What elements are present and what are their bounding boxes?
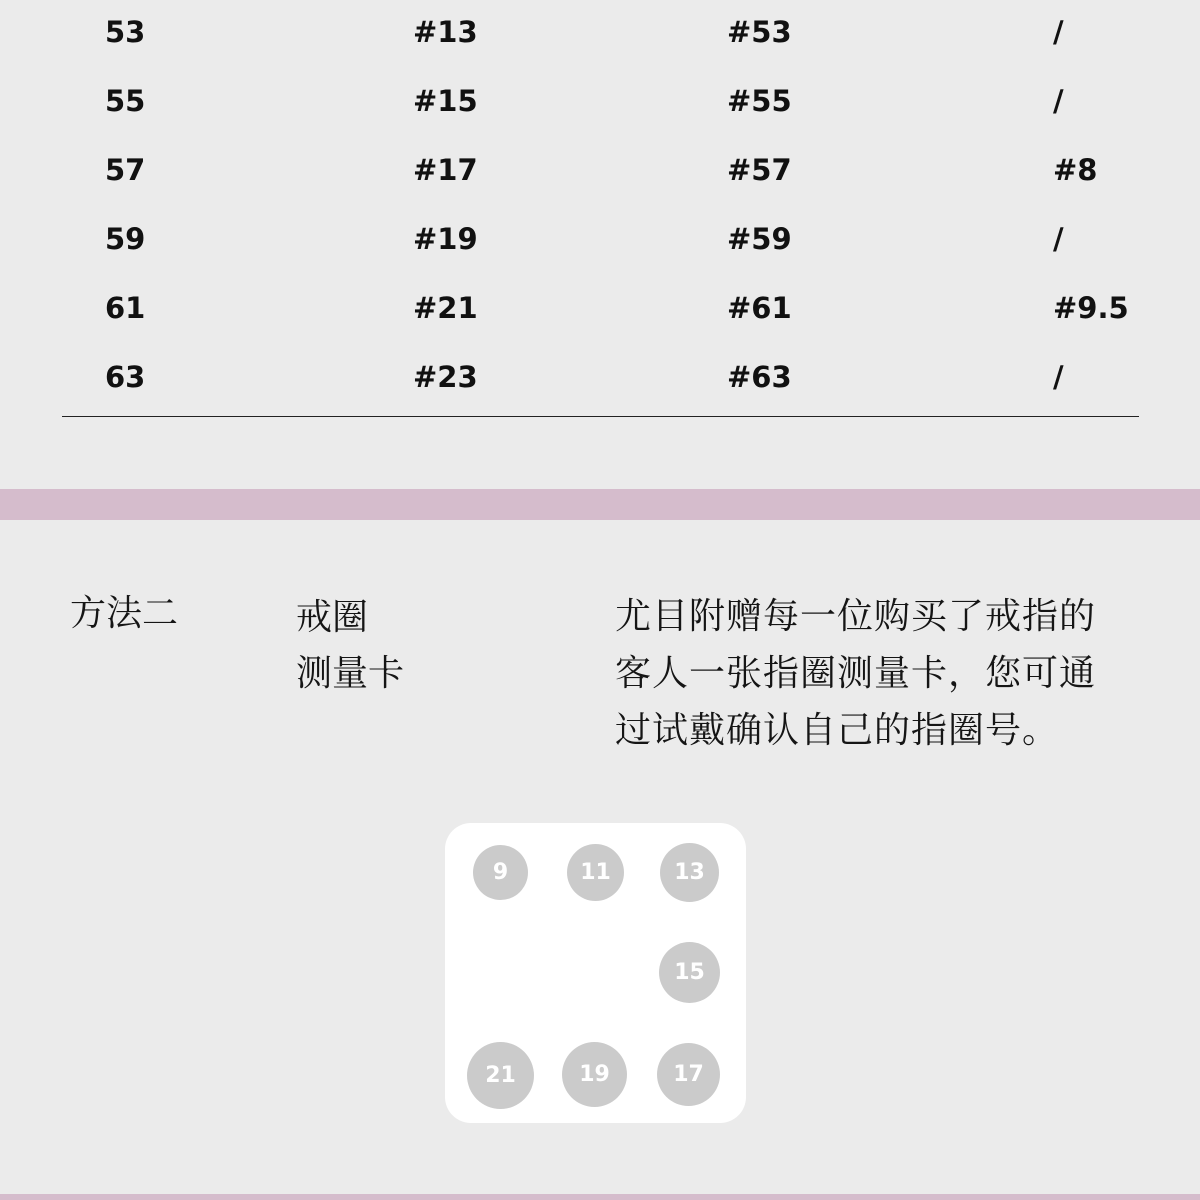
ring-hole-19: 19	[562, 1042, 627, 1107]
ring-hole-11: 11	[567, 844, 624, 901]
table-row	[62, 81, 1139, 121]
table-cell: /	[1053, 222, 1064, 256]
table-cell: #55	[727, 84, 792, 118]
table-cell: 63	[105, 360, 146, 394]
card-name-line: 戒圈	[296, 597, 369, 638]
table-cell: #57	[727, 153, 792, 187]
description-line: 客人一张指圈测量卡，您可通	[615, 653, 1097, 694]
ring-hole-9: 9	[473, 845, 528, 900]
table-row	[62, 219, 1139, 259]
table-cell: 53	[105, 15, 146, 49]
table-cell: #59	[727, 222, 792, 256]
card-name-line: 测量卡	[296, 653, 405, 694]
description-line: 过试戴确认自己的指圈号。	[615, 710, 1060, 751]
table-cell: /	[1053, 360, 1064, 394]
table-cell: 57	[105, 153, 146, 187]
ring-hole-17: 17	[657, 1043, 720, 1106]
table-cell: /	[1053, 84, 1064, 118]
method-label: 方法二	[70, 593, 179, 634]
table-row	[62, 150, 1139, 190]
table-cell: #13	[413, 15, 478, 49]
table-cell: 55	[105, 84, 146, 118]
table-cell: #8	[1053, 153, 1098, 187]
table-cell: #53	[727, 15, 792, 49]
method-description	[615, 588, 1155, 759]
table-cell: #9.5	[1053, 291, 1129, 325]
card-name	[296, 590, 404, 702]
size-table	[62, 0, 1139, 417]
table-row	[62, 357, 1139, 397]
table-row	[62, 288, 1139, 328]
table-cell: #23	[413, 360, 478, 394]
table-cell: #21	[413, 291, 478, 325]
ring-hole-21: 21	[467, 1042, 534, 1109]
table-cell: 61	[105, 291, 146, 325]
table-cell: 59	[105, 222, 146, 256]
ring-hole-13: 13	[660, 843, 719, 902]
bottom-divider	[0, 1194, 1200, 1200]
ring-hole-15: 15	[659, 942, 720, 1003]
table-cell: #61	[727, 291, 792, 325]
table-row	[62, 12, 1139, 52]
table-cell: #19	[413, 222, 478, 256]
table-cell: /	[1053, 15, 1064, 49]
table-cell: #17	[413, 153, 478, 187]
ring-sizer-card	[445, 823, 746, 1123]
table-cell: #63	[727, 360, 792, 394]
section-divider	[0, 489, 1200, 520]
table-cell: #15	[413, 84, 478, 118]
description-line: 尤目附赠每一位购买了戒指的	[615, 596, 1097, 637]
